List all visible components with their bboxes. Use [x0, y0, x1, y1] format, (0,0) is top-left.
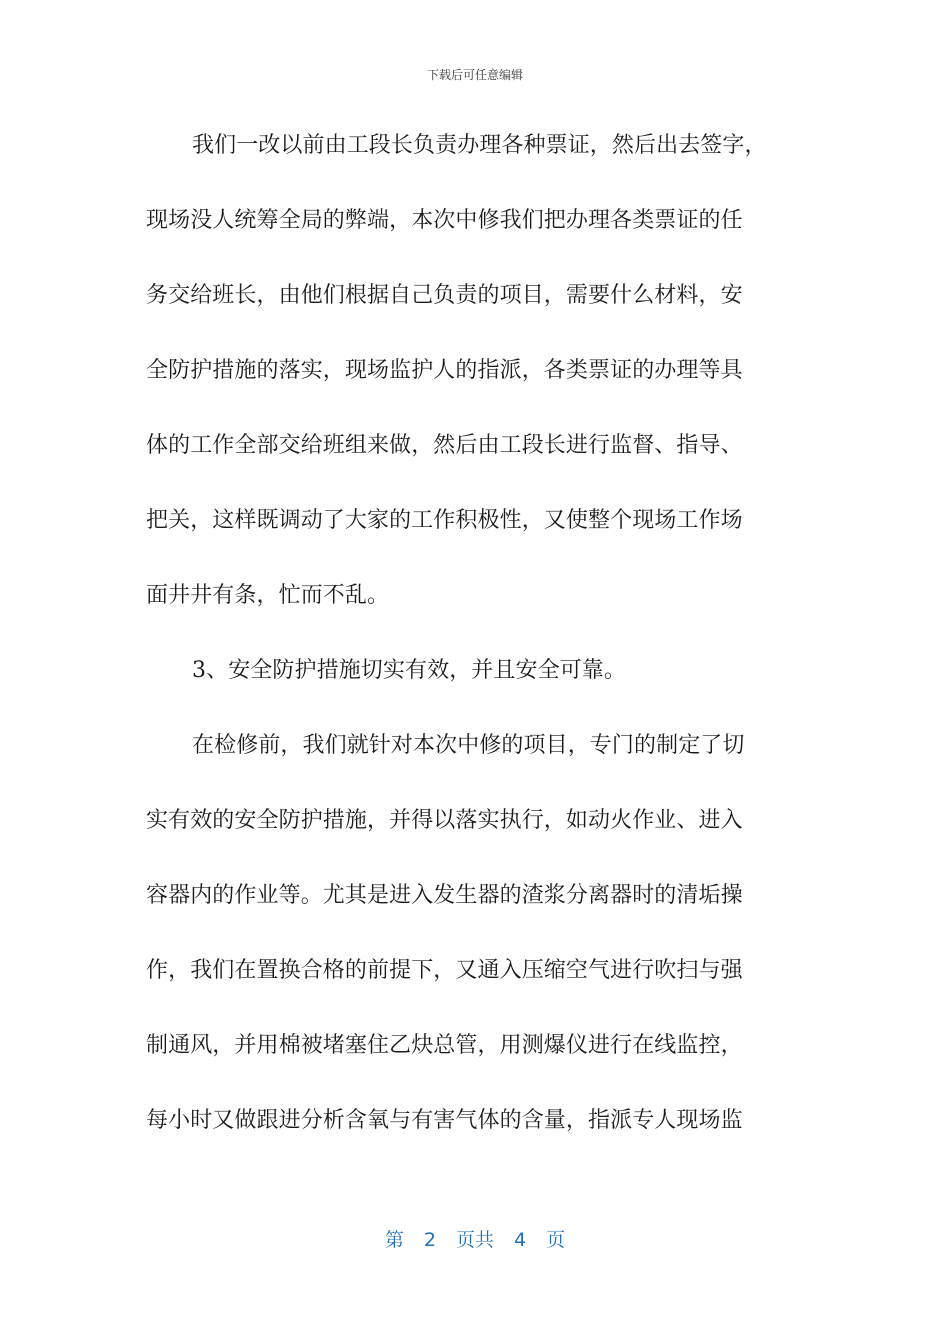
text-line: 面井井有条，忙而不乱。	[146, 583, 390, 608]
page-middle: 页共	[455, 1229, 494, 1251]
text-line: 制通风，并用棉被堵塞住乙炔总管，用测爆仪进行在线监控，	[146, 1033, 743, 1058]
text-line: 每小时又做跟进分析含氧与有害气体的含量，指派专人现场监	[146, 1108, 743, 1133]
page-number-footer	[0, 1225, 950, 1252]
text-line: 实有效的安全防护措施，并得以落实执行，如动火作业、进入	[146, 808, 743, 833]
page-suffix: 页	[546, 1229, 566, 1251]
page-prefix: 第	[384, 1229, 404, 1251]
section-heading: 3、安全防护措施切实有效，并且安全可靠。	[192, 658, 626, 683]
page-header-note: 下载后可任意编辑	[426, 68, 523, 82]
text-line: 容器内的作业等。尤其是进入发生器的渣浆分离器时的清垢操	[146, 883, 743, 908]
text-line: 我们一改以前由工段长负责办理各种票证，然后出去签字，	[192, 133, 767, 158]
total-pages-number: 4	[514, 1229, 527, 1251]
text-line: 体的工作全部交给班组来做，然后由工段长进行监督、指导、	[146, 433, 743, 458]
text-line: 作，我们在置换合格的前提下，又通入压缩空气进行吹扫与强	[146, 958, 743, 983]
current-page-number: 2	[423, 1229, 436, 1251]
text-line: 现场没人统筹全局的弊端，本次中修我们把办理各类票证的任	[146, 208, 743, 233]
text-line: 在检修前，我们就针对本次中修的项目，专门的制定了切	[192, 733, 745, 758]
text-line: 全防护措施的落实，现场监护人的指派，各类票证的办理等具	[146, 358, 743, 383]
document-body	[146, 118, 806, 1168]
text-line: 务交给班长，由他们根据自己负责的项目，需要什么材料，安	[146, 283, 743, 308]
text-line: 把关，这样既调动了大家的工作积极性，又使整个现场工作场	[146, 508, 743, 533]
